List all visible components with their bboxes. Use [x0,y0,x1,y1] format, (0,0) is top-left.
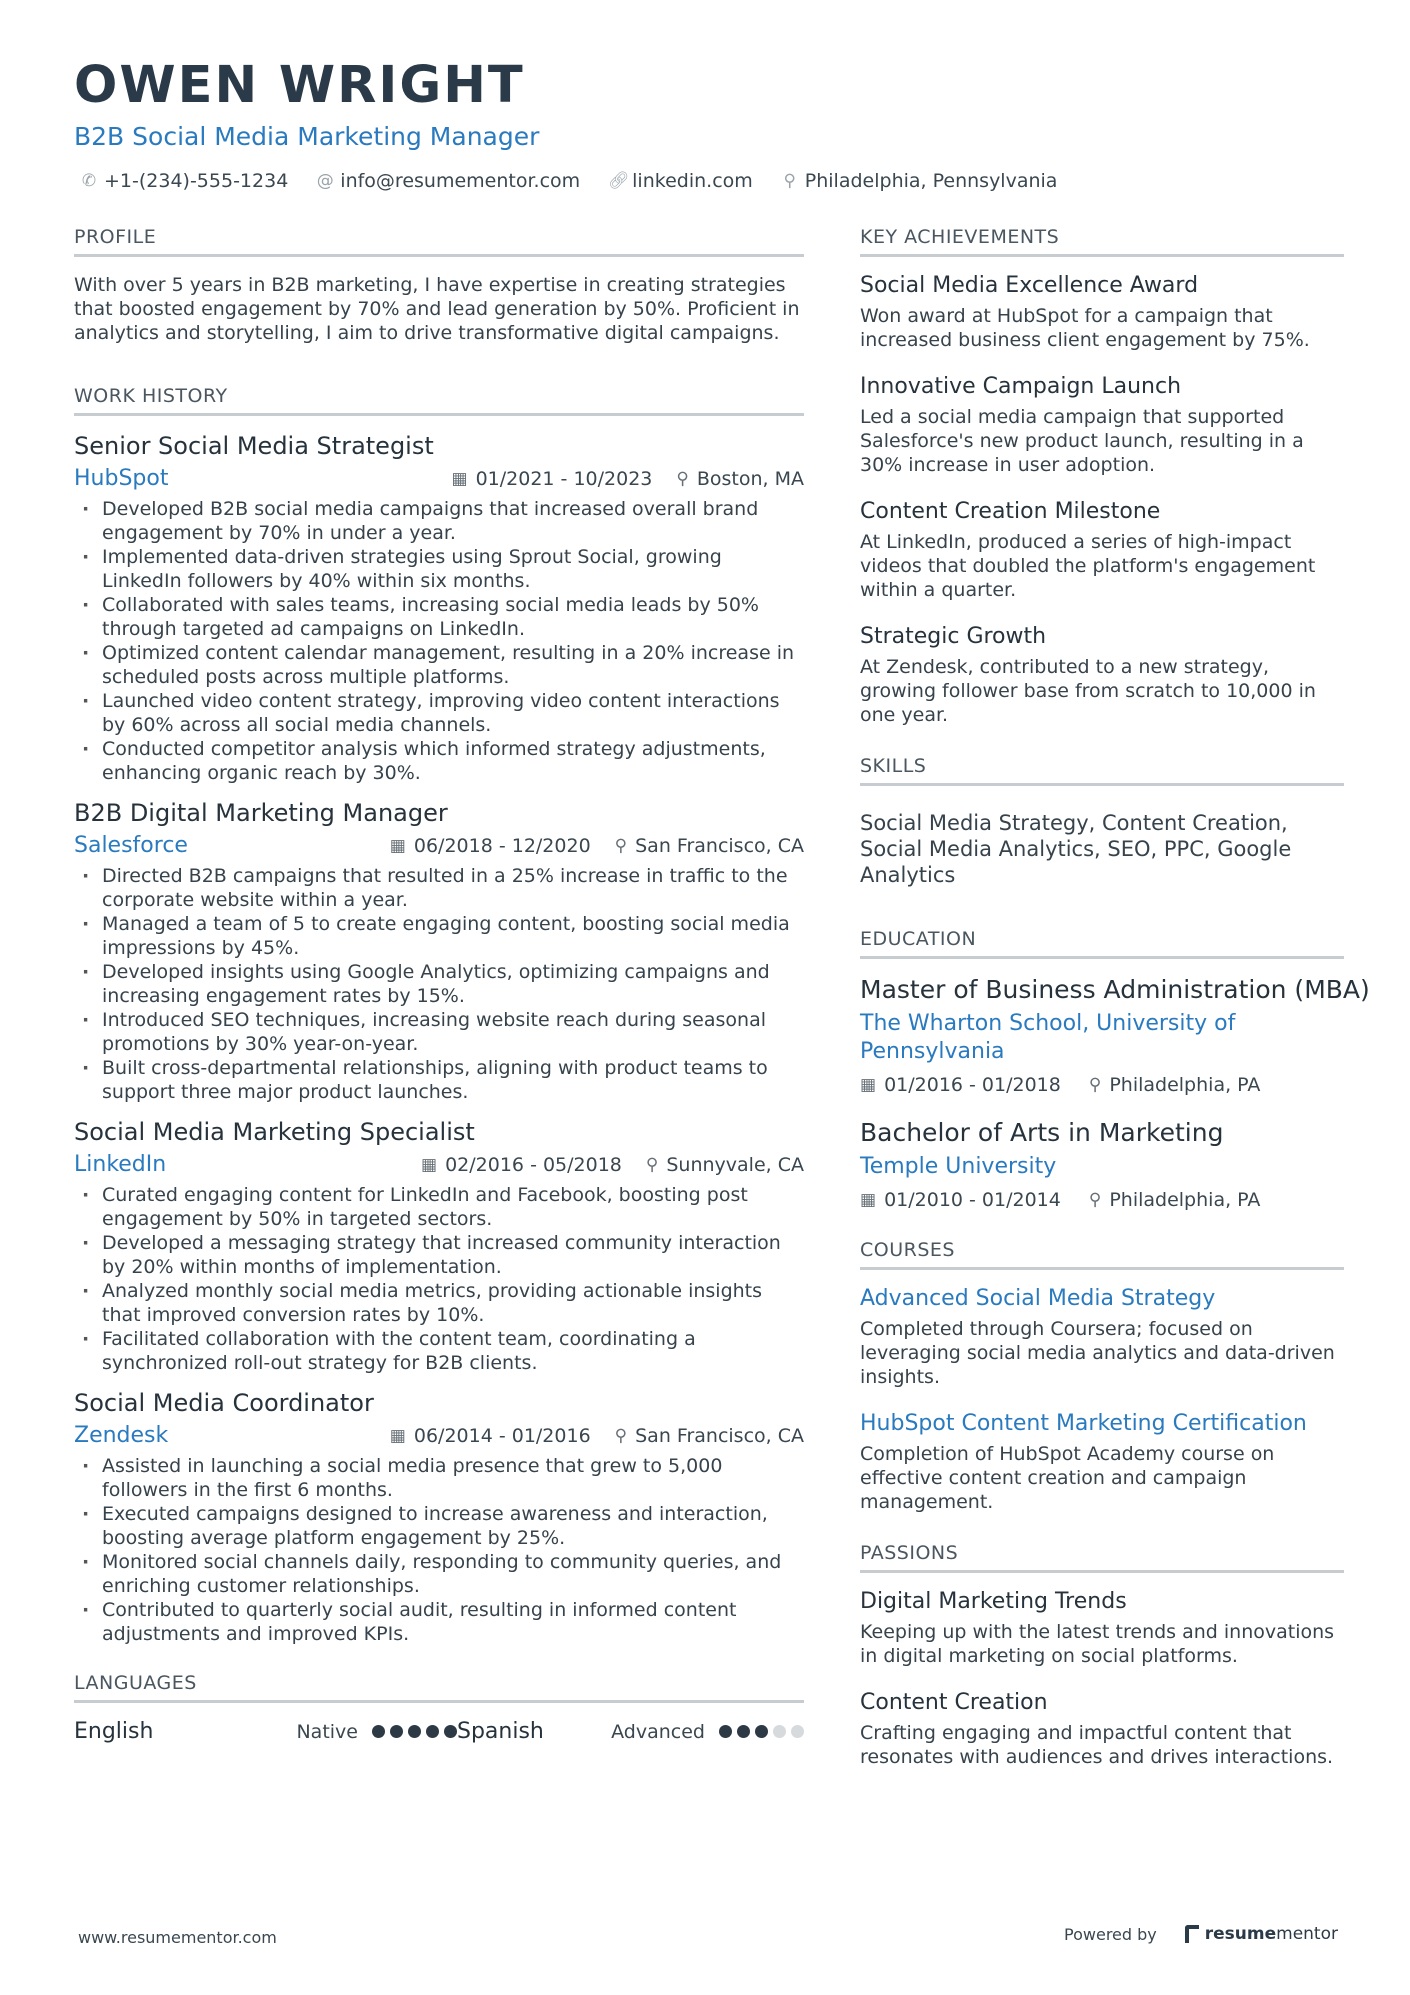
courses-title: HubSpot Content Marketing Certification [860,1411,1307,1436]
education-location-text: Philadelphia, PA [1109,1189,1261,1211]
skills-section [860,755,1344,888]
job-bullet: · Introduced SEO techniques, increasing website reach during seasonal promotions by 30% year-on-year. [74,1008,804,1056]
contact-phone [80,170,288,192]
education-dates [860,1189,1061,1211]
achievements-item [860,374,1344,477]
achievements-item [860,624,1344,727]
job-location-text: San Francisco, CA [635,1424,804,1447]
rating-dot [737,1725,750,1738]
location-pin-icon: ⚲ [676,468,689,489]
contact-bar [80,170,1057,192]
section-title-profile: PROFILE [74,226,804,257]
location-pin-icon: ⚲ [614,835,628,856]
job-bullets [74,864,804,1104]
job-entry [74,1389,804,1646]
passions-desc: Crafting engaging and impactful content that resonates with audiences and drives interactions. [860,1722,1334,1768]
education-dates-text: 01/2016 - 01/2018 [884,1074,1061,1096]
brand-mark-icon [1185,1925,1199,1943]
left-column [74,226,804,1778]
job-meta-right [390,1425,804,1447]
courses-title: Advanced Social Media Strategy [860,1286,1216,1311]
job-bullet: · Developed insights using Google Analytics, optimizing campaigns and increasing engagement rates by 15%. [74,960,804,1008]
passions-section [860,1542,1344,1769]
language-item [74,1719,457,1744]
achievements-desc: Won award at HubSpot for a campaign that increased business client engagement by 75%. [860,305,1310,351]
job-entry [74,432,804,785]
location-pin-icon: ⚲ [1088,1190,1102,1210]
achievements-item [860,273,1344,352]
job-bullet: · Assisted in launching a social media presence that grew to 5,000 followers in the first 6 months. [74,1454,804,1502]
education-list [860,975,1370,1211]
job-dates [390,835,591,857]
job-dates-text: 01/2021 - 10/2023 [475,467,653,490]
courses-section [860,1239,1344,1514]
achievements-desc: Led a social media campaign that supported Salesforce's new product launch, resulting in a 30% increase in user adoption. [860,406,1304,476]
section-title-languages: LANGUAGES [74,1672,804,1703]
language-item [457,1719,804,1744]
passions-item [860,1690,1344,1769]
job-location-text: Sunnyvale, CA [666,1153,804,1176]
calendar-icon: ▦ [389,835,406,856]
job-bullet: · Developed a messaging strategy that increased community interaction by 20% within months of implementation. [74,1231,804,1279]
rating-dot [719,1725,732,1738]
language-name: English [74,1719,154,1744]
job-entry [74,1118,804,1375]
achievements-title: Social Media Excellence Award [860,273,1199,298]
education-degree: Master of Business Administration (MBA) [860,975,1370,1004]
job-bullet: · Optimized content calendar management, resulting in a 20% increase in scheduled posts across multiple platforms. [74,641,804,689]
education-meta [860,1074,1344,1096]
education-location [1089,1074,1261,1096]
language-list [74,1719,804,1744]
job-role: Social Media Marketing Specialist [74,1118,475,1146]
courses-item [860,1286,1344,1389]
job-bullet: · Monitored social channels daily, responding to community queries, and enriching customer relationships. [74,1550,804,1598]
job-location-text: Boston, MA [696,467,804,490]
achievements-item [860,499,1344,602]
job-company: Salesforce [74,833,188,858]
section-title-work: WORK HISTORY [74,385,804,416]
phone-icon: ✆ [81,171,97,191]
rating-dot [755,1725,768,1738]
calendar-icon: ▦ [860,1075,877,1095]
contact-email-text[interactable]: info@resumementor.com [340,170,581,192]
job-location-text: San Francisco, CA [635,834,804,857]
passions-title: Content Creation [860,1690,1048,1715]
contact-phone-text: +1-(234)-555-1234 [104,170,289,192]
job-bullet: · Launched video content strategy, improving video content interactions by 60% across all social media channels. [74,689,804,737]
right-column [860,226,1370,1803]
location-pin-icon: ⚲ [645,1154,659,1175]
education-location [1089,1189,1261,1211]
job-list [74,432,804,1646]
job-meta [74,1152,804,1177]
job-role: Social Media Coordinator [74,1389,374,1417]
job-meta [74,466,804,491]
contact-email[interactable] [316,170,580,192]
achievement-list [860,273,1344,727]
job-bullet: · Collaborated with sales teams, increasing social media leads by 50% through targeted ad campaigns on LinkedIn. [74,593,804,641]
education-meta [860,1189,1344,1211]
job-bullet: · Managed a team of 5 to create engaging content, boosting social media impressions by 45%. [74,912,804,960]
education-section [860,928,1370,1211]
education-item [860,975,1370,1096]
achievements-desc: At Zendesk, contributed to a new strategy, growing follower base from scratch to 10,000 in one year. [860,656,1316,726]
job-role: Senior Social Media Strategist [74,432,434,460]
courses-desc: Completed through Coursera; focused on leveraging social media analytics and data-driven insights. [860,1318,1335,1388]
contact-linkedin-text[interactable]: linkedin.com [632,170,753,192]
contact-linkedin[interactable] [608,170,753,192]
achievements-title: Content Creation Milestone [860,499,1161,524]
job-meta-right [452,468,804,490]
passions-item [860,1589,1344,1668]
education-school: The Wharton School, University of Pennsylvania [860,1011,1236,1064]
job-bullet: · Implemented data-driven strategies using Sprout Social, growing LinkedIn followers by 40% within six months. [74,545,804,593]
courses-desc: Completion of HubSpot Academy course on effective content creation and campaign management. [860,1443,1275,1513]
courses-item [860,1411,1344,1514]
education-item [860,1118,1344,1211]
language-level: Advanced [611,1720,705,1743]
passion-list [860,1589,1344,1769]
contact-location-text: Philadelphia, Pennsylvania [804,170,1058,192]
section-title-achievements: KEY ACHIEVEMENTS [860,226,1344,257]
passions-desc: Keeping up with the latest trends and innovations in digital marketing on social platforms. [860,1621,1335,1667]
rating-dot [426,1725,439,1738]
profile-text: With over 5 years in B2B marketing, I have expertise in creating strategies that boosted engagement by 70% and lead generation by 50%. Proficient in analytics and storytelling, I aim to drive transformative digital campaigns. [74,274,800,344]
job-bullet: · Built cross-departmental relationships, aligning with product teams to support three major product launches. [74,1056,804,1104]
language-rating [372,1725,457,1738]
job-entry [74,799,804,1104]
education-school: Temple University [860,1154,1057,1179]
job-meta [74,833,804,858]
candidate-title: B2B Social Media Marketing Manager [74,122,540,151]
brand-accent-text: mentor [1276,1924,1338,1944]
section-title-courses: COURSES [860,1239,1344,1270]
job-location [676,468,804,490]
section-title-passions: PASSIONS [860,1542,1344,1573]
job-bullet: · Developed B2B social media campaigns that increased overall brand engagement by 70% in under a year. [74,497,804,545]
language-rating [719,1725,804,1738]
calendar-icon: ▦ [451,468,468,489]
language-name: Spanish [457,1719,544,1744]
job-meta-right [421,1154,804,1176]
skills-text: Social Media Strategy, Content Creation, Social Media Analytics, SEO, PPC, Google Analytics [860,811,1292,887]
calendar-icon: ▦ [389,1425,406,1446]
rating-dot [791,1725,804,1738]
job-bullets [74,1454,804,1646]
job-role: B2B Digital Marketing Manager [74,799,448,827]
achievements-title: Strategic Growth [860,624,1047,649]
section-title-education: EDUCATION [860,928,1344,959]
job-location [646,1154,804,1176]
job-dates [421,1154,622,1176]
rating-dot [444,1725,457,1738]
powered-by-label: Powered by [1064,1924,1157,1944]
job-dates [452,468,653,490]
job-bullets [74,497,804,785]
job-bullet: · Facilitated collaboration with the content team, coordinating a synchronized roll-out strategy for B2B clients. [74,1327,804,1375]
calendar-icon: ▦ [860,1190,877,1210]
brand-main-text: resume [1204,1924,1277,1944]
job-meta-right [390,835,804,857]
job-dates-text: 02/2016 - 05/2018 [445,1153,622,1176]
contact-location [781,170,1058,192]
location-pin-icon: ⚲ [1088,1075,1102,1095]
passions-title: Digital Marketing Trends [860,1589,1127,1614]
job-company: Zendesk [74,1423,169,1448]
job-bullet: · Analyzed monthly social media metrics, providing actionable insights that improved conversion rates by 10%. [74,1279,804,1327]
work-history-section [74,385,804,1646]
job-dates [390,1425,591,1447]
profile-section [74,226,804,345]
education-dates-text: 01/2010 - 01/2014 [884,1189,1061,1211]
course-list [860,1286,1344,1514]
job-bullet: · Executed campaigns designed to increase awareness and interaction, boosting average platform engagement by 25%. [74,1502,804,1550]
calendar-icon: ▦ [421,1154,438,1175]
job-bullet: · Conducted competitor analysis which informed strategy adjustments, enhancing organic reach by 30%. [74,737,804,785]
brand-logo[interactable] [1185,1924,1338,1944]
job-location [615,1425,804,1447]
education-location-text: Philadelphia, PA [1109,1074,1261,1096]
education-degree: Bachelor of Arts in Marketing [860,1118,1224,1147]
section-title-skills: SKILLS [860,755,1344,786]
location-pin-icon: ⚲ [614,1425,628,1446]
at-icon: @ [316,171,334,191]
achievements-desc: At LinkedIn, produced a series of high-impact videos that doubled the platform's engagement within a quarter. [860,531,1316,601]
job-company: LinkedIn [74,1152,167,1177]
job-dates-text: 06/2014 - 01/2016 [413,1424,591,1447]
job-location [615,835,804,857]
rating-dot [408,1725,421,1738]
rating-dot [773,1725,786,1738]
achievements-title: Innovative Campaign Launch [860,374,1182,399]
footer-branding [1064,1924,1338,1944]
achievements-section [860,226,1344,727]
candidate-name: OWEN WRIGHT [74,56,525,115]
job-bullet: · Directed B2B campaigns that resulted in a 25% increase in traffic to the corporate website within a year. [74,864,804,912]
rating-dot [372,1725,385,1738]
job-bullet: · Curated engaging content for LinkedIn and Facebook, boosting post engagement by 50% in targeted sectors. [74,1183,804,1231]
job-bullet: · Contributed to quarterly social audit, resulting in informed content adjustments and improved KPIs. [74,1598,804,1646]
job-dates-text: 06/2018 - 12/2020 [413,834,591,857]
link-icon: 🔗︎ [608,171,630,191]
job-bullets [74,1183,804,1375]
job-meta [74,1423,804,1448]
job-company: HubSpot [74,466,169,491]
languages-section [74,1672,804,1744]
location-pin-icon: ⚲ [783,171,796,191]
rating-dot [390,1725,403,1738]
language-level: Native [296,1720,358,1743]
footer-website[interactable]: www.resumementor.com [78,1928,277,1947]
education-dates [860,1074,1061,1096]
